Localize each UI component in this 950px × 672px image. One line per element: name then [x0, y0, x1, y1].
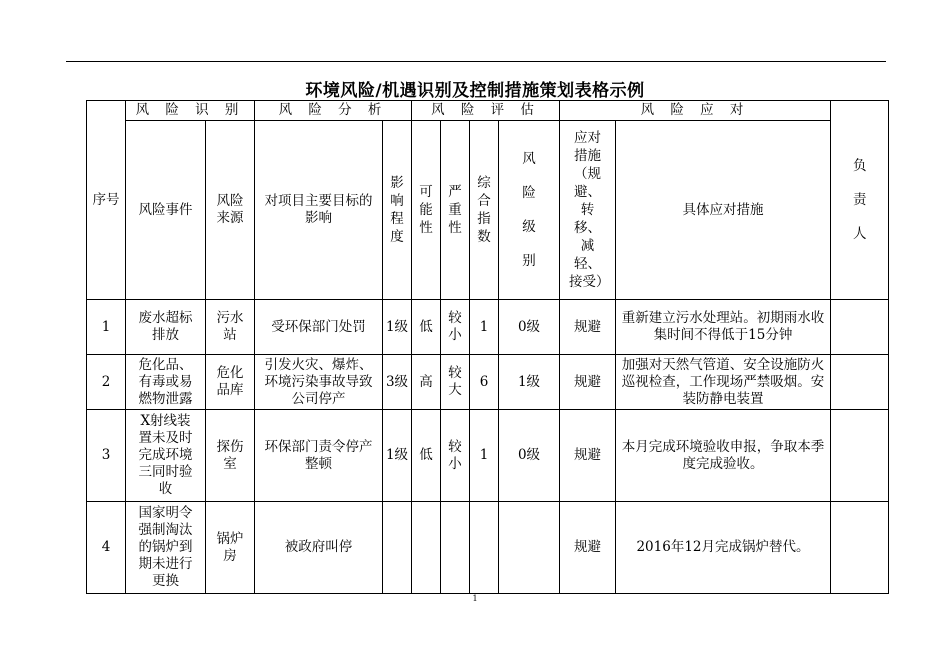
- cell-possibility: 高: [412, 355, 441, 410]
- cell-measures: 2016年12月完成锅炉替代。: [616, 502, 831, 594]
- cell-degree: [383, 502, 412, 594]
- cell-severity: 较大: [441, 355, 470, 410]
- cell-event: 国家明令强制淘汰的锅炉到期未进行更换: [126, 502, 206, 594]
- col-header-event: 风险事件: [126, 121, 206, 300]
- cell-no: 1: [87, 300, 126, 355]
- cell-source: 污水站: [206, 300, 255, 355]
- col-header-owner: 负责人: [831, 101, 889, 300]
- table-row: [87, 355, 889, 410]
- cell-measures: 本月完成环境验收申报，争取本季度完成验收。: [616, 410, 831, 502]
- cell-composite: [470, 502, 499, 594]
- cell-event: 危化品、有毒或易燃物泄露: [126, 355, 206, 410]
- cell-impact: 引发火灾、爆炸、环境污染事故导致公司停产: [255, 355, 383, 410]
- cell-composite: 1: [470, 300, 499, 355]
- cell-possibility: 低: [412, 410, 441, 502]
- document-title: 环境风险/机遇识别及控制措施策划表格示例: [305, 81, 645, 101]
- cell-level: 0级: [499, 300, 560, 355]
- cell-composite: 1: [470, 410, 499, 502]
- col-header-impact: 对项目主要目标的影响: [255, 121, 383, 300]
- cell-level: 0级: [499, 410, 560, 502]
- cell-source: 危化品库: [206, 355, 255, 410]
- table-row: [87, 300, 889, 355]
- cell-strategy: 规避: [560, 300, 616, 355]
- cell-no: 2: [87, 355, 126, 410]
- page-number: 1: [472, 594, 478, 603]
- cell-severity: [441, 502, 470, 594]
- cell-possibility: 低: [412, 300, 441, 355]
- cell-degree: 1级: [383, 300, 412, 355]
- group-response: 风 险 应 对: [560, 101, 831, 121]
- cell-impact: 被政府叫停: [255, 502, 383, 594]
- table-row: [87, 502, 889, 594]
- cell-no: 4: [87, 502, 126, 594]
- cell-impact: 受环保部门处罚: [255, 300, 383, 355]
- cell-owner: [831, 410, 889, 502]
- column-header-row: [87, 121, 889, 300]
- group-evaluation: 风 险 评 估: [412, 101, 560, 121]
- col-header-level: 风险级别: [499, 121, 560, 300]
- cell-strategy: 规避: [560, 502, 616, 594]
- cell-composite: 6: [470, 355, 499, 410]
- top-rule: [66, 61, 886, 62]
- col-header-degree: 影响程度: [383, 121, 412, 300]
- cell-no: 3: [87, 410, 126, 502]
- col-header-source: 风险来源: [206, 121, 255, 300]
- group-analysis: 风 险 分 析: [255, 101, 412, 121]
- cell-source: 锅炉房: [206, 502, 255, 594]
- cell-event: X射线装置未及时完成环境三同时验收: [126, 410, 206, 502]
- cell-event: 废水超标排放: [126, 300, 206, 355]
- col-header-possibility: 可能性: [412, 121, 441, 300]
- col-header-no: 序号: [87, 101, 126, 300]
- group-header-row: [87, 101, 889, 121]
- cell-impact: 环保部门责令停产整顿: [255, 410, 383, 502]
- cell-measures: 加强对天然气管道、安全设施防火巡视检查，工作现场严禁吸烟。安装防静电装置: [616, 355, 831, 410]
- cell-owner: [831, 355, 889, 410]
- cell-strategy: 规避: [560, 355, 616, 410]
- cell-owner: [831, 502, 889, 594]
- cell-measures: 重新建立污水处理站。初期雨水收集时间不得低于15分钟: [616, 300, 831, 355]
- cell-level: [499, 502, 560, 594]
- col-header-severity: 严重性: [441, 121, 470, 300]
- cell-source: 探伤室: [206, 410, 255, 502]
- cell-strategy: 规避: [560, 410, 616, 502]
- col-header-composite: 综合指数: [470, 121, 499, 300]
- cell-level: 1级: [499, 355, 560, 410]
- risk-table: [86, 100, 889, 594]
- group-identification: 风 险 识 别: [126, 101, 255, 121]
- cell-degree: 3级: [383, 355, 412, 410]
- table-row: [87, 410, 889, 502]
- cell-severity: 较小: [441, 410, 470, 502]
- col-header-strategy: 应对措施（规避、转移、减轻、接受）: [560, 121, 616, 300]
- cell-owner: [831, 300, 889, 355]
- col-header-measures: 具体应对措施: [616, 121, 831, 300]
- cell-severity: 较小: [441, 300, 470, 355]
- cell-degree: 1级: [383, 410, 412, 502]
- cell-possibility: [412, 502, 441, 594]
